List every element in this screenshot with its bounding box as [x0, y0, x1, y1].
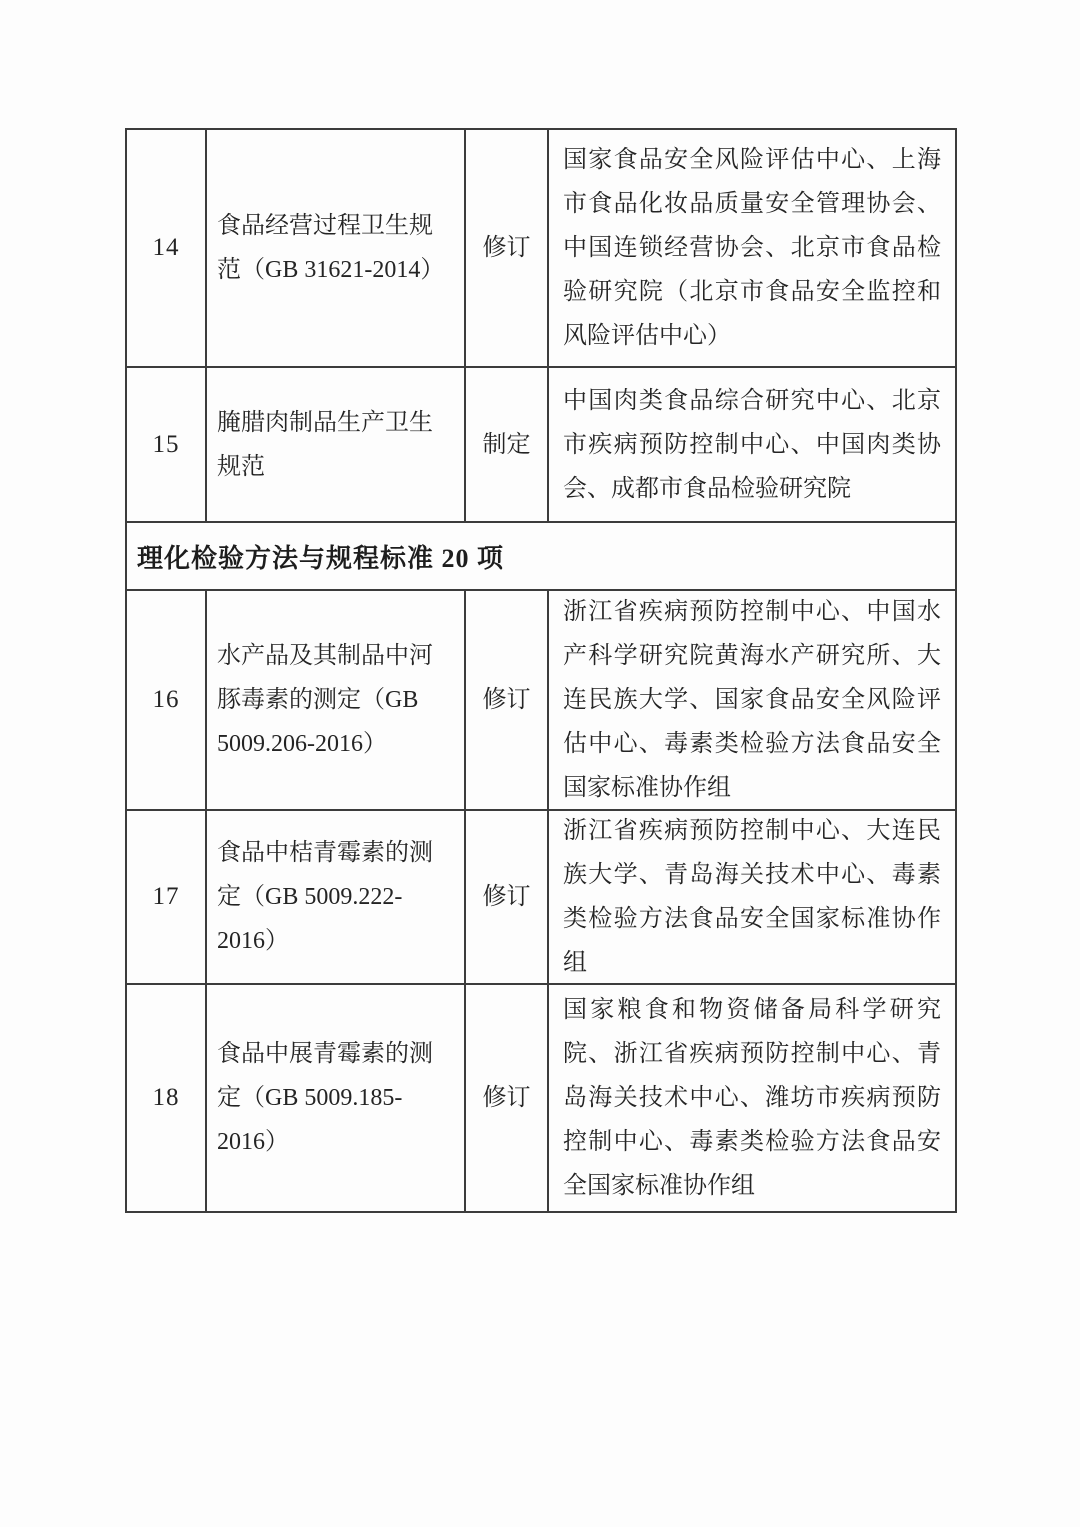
- standard-name-text: 食品中桔青霉素的测定（GB 5009.222-2016）: [217, 840, 433, 954]
- row-number: 14: [127, 130, 207, 366]
- organizations-text: 国家粮食和物资储备局科学研究院、浙江省疾病预防控制中心、青岛海关技术中心、潍坊市疾病预防控制中心、毒素类检验方法食品安全国家标准协作组: [563, 997, 941, 1199]
- standard-name-text: 食品中展青霉素的测定（GB 5009.185-2016）: [217, 1041, 433, 1155]
- action-type: 制定: [466, 368, 549, 521]
- row-number: 18: [127, 985, 207, 1211]
- responsible-organizations: [549, 811, 955, 983]
- section-header-physicochemical: [127, 523, 955, 591]
- responsible-organizations: [549, 985, 955, 1211]
- standard-name-text: 腌腊肉制品生产卫生规范: [217, 409, 433, 480]
- action-type: 修订: [466, 591, 549, 809]
- standard-name-text: 食品经营过程卫生规范（GB 31621-2014）: [217, 213, 445, 283]
- standard-name: [207, 368, 466, 521]
- organizations-text: 浙江省疾病预防控制中心、大连民族大学、青岛海关技术中心、毒素类检验方法食品安全国家标准协作组: [563, 818, 941, 976]
- row-number: 17: [127, 811, 207, 983]
- table-row-18: [127, 985, 955, 1211]
- standard-name-text: 水产品及其制品中河豚毒素的测定（GB 5009.206-2016）: [217, 643, 433, 757]
- action-type: 修订: [466, 811, 549, 983]
- row-number: 15: [127, 368, 207, 521]
- table-row-15: [127, 368, 955, 523]
- organizations-text: 国家食品安全风险评估中心、上海市食品化妆品质量安全管理协会、中国连锁经营协会、北京市食品检验研究院（北京市食品安全监控和风险评估中心）: [563, 147, 941, 349]
- standard-name: [207, 130, 466, 366]
- table-row-16: [127, 591, 955, 811]
- row-number: 16: [127, 591, 207, 809]
- section-header-text: 理化检验方法与规程标准 20 项: [137, 543, 505, 573]
- standard-name: [207, 591, 466, 809]
- table-row-14: [127, 130, 955, 368]
- action-type: 修订: [466, 130, 549, 366]
- action-type: 修订: [466, 985, 549, 1211]
- responsible-organizations: [549, 130, 955, 366]
- responsible-organizations: [549, 368, 955, 521]
- standard-name: [207, 811, 466, 983]
- standard-name: [207, 985, 466, 1211]
- organizations-text: 浙江省疾病预防控制中心、中国水产科学研究院黄海水产研究所、大连民族大学、国家食品安全风险评估中心、毒素类检验方法食品安全国家标准协作组: [563, 599, 941, 801]
- table-row-17: [127, 811, 955, 985]
- organizations-text: 中国肉类食品综合研究中心、北京市疾病预防控制中心、中国肉类协会、成都市食品检验研究院: [563, 387, 941, 502]
- standards-table: [125, 128, 957, 1213]
- responsible-organizations: [549, 591, 955, 809]
